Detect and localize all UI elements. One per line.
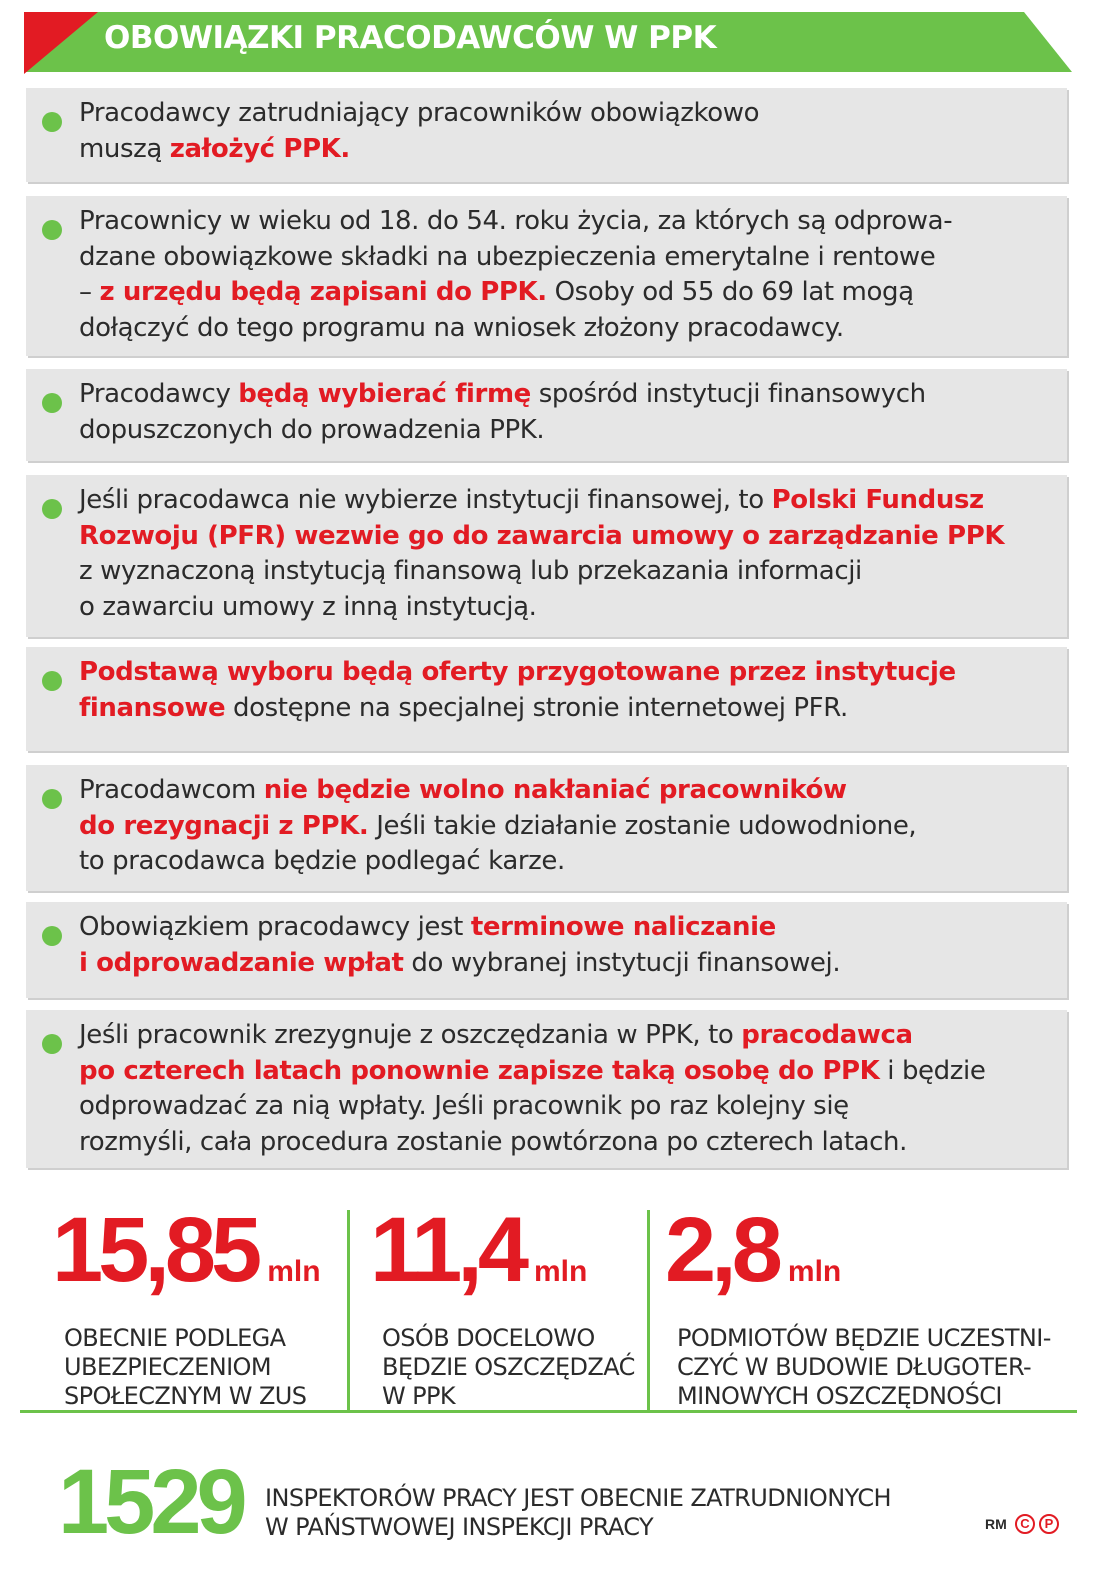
bullet-icon	[42, 926, 62, 946]
divider	[347, 1210, 350, 1410]
stat-ppk-savers	[370, 1200, 635, 1411]
list-item: Jeśli pracownik zrezygnuje z oszczędzania w PPK, to pracodawca po czterech latach ponownie zapisze taką osobę do PPK i będzie odprowadzać za nią wpłaty. Jeśli pracownik po raz kolejny się rozmyśli, cała procedura zostanie powtórzona po czterech latach.	[26, 1010, 1067, 1168]
list-item: Podstawą wyboru będą oferty przygotowane przez instytucje finansowe dostępne na specjalnej stronie internetowej PFR.	[26, 647, 1067, 751]
page-title: OBOWIĄZKI PRACODAWCÓW W PPK	[104, 20, 717, 56]
stat-value: 2,8	[665, 1199, 778, 1301]
stat-unit: mln	[267, 1255, 321, 1288]
header-banner	[24, 12, 1074, 74]
stat-value: 15,85	[52, 1199, 258, 1301]
bullet-icon	[42, 220, 62, 240]
stat-unit: mln	[787, 1255, 842, 1288]
author-credit: RM	[985, 1516, 1007, 1532]
stat-description: OSÓB DOCELOWO BĘDZIE OSZCZĘDZAĆ W PPK	[382, 1324, 635, 1410]
copyright-logo-icon: C	[1015, 1514, 1035, 1534]
inspectors-description: INSPEKTORÓW PRACY JEST OBECNIE ZATRUDNIONYCH W PAŃSTWOWEJ INSPEKCJI PRACY	[265, 1484, 891, 1541]
stat-entities	[665, 1200, 1051, 1411]
list-item: Pracodawcy zatrudniający pracowników obowiązkowo muszą założyć PPK.	[26, 88, 1067, 182]
list-item: Pracownicy w wieku od 18. do 54. roku życia, za których są odprowa- dzane obowiązkowe składki na ubezpieczenia emerytalne i rentowe – z urzędu będą zapisani do PPK. Osoby od 55 do 69 lat mogą dołączyć do tego programu na wniosek złożony pracodawcy.	[26, 196, 1067, 356]
bullet-icon	[42, 671, 62, 691]
bullet-icon	[42, 499, 62, 519]
stat-description: OBECNIE PODLEGA UBEZPIECZENIOM SPOŁECZNYM W ZUS	[64, 1324, 307, 1410]
bullet-icon	[42, 112, 62, 132]
stat-value: 11,4	[370, 1199, 524, 1301]
divider	[647, 1210, 650, 1410]
bullet-icon	[42, 789, 62, 809]
list-item: Pracodawcom nie będzie wolno nakłaniać pracowników do rezygnacji z PPK. Jeśli takie działanie zostanie udowodnione, to pracodawca będzie podlegać karze.	[26, 765, 1067, 891]
publisher-logo-icon: P	[1039, 1514, 1059, 1534]
inspectors-count: 1529	[58, 1451, 243, 1553]
stat-zus	[52, 1200, 321, 1411]
list-item: Obowiązkiem pracodawcy jest terminowe naliczanie i odprowadzanie wpłat do wybranej instytucji finansowej.	[26, 902, 1067, 998]
stat-unit: mln	[533, 1255, 588, 1288]
stat-description: PODMIOTÓW BĘDZIE UCZESTNI- CZYĆ W BUDOWIE DŁUGOTER- MINOWYCH OSZCZĘDNOŚCI	[677, 1324, 1051, 1410]
divider	[20, 1410, 1077, 1413]
list-item: Jeśli pracodawca nie wybierze instytucji finansowej, to Polski Fundusz Rozwoju (PFR) wezwie go do zawarcia umowy o zarządzanie PPK z wyznaczoną instytucją finansową lub przekazania informacji o zawarciu umowy z inną instytucją.	[26, 475, 1067, 637]
list-item: Pracodawcy będą wybierać firmę spośród instytucji finansowych dopuszczonych do prowadzenia PPK.	[26, 369, 1067, 461]
bullet-icon	[42, 1034, 62, 1054]
bullet-icon	[42, 393, 62, 413]
